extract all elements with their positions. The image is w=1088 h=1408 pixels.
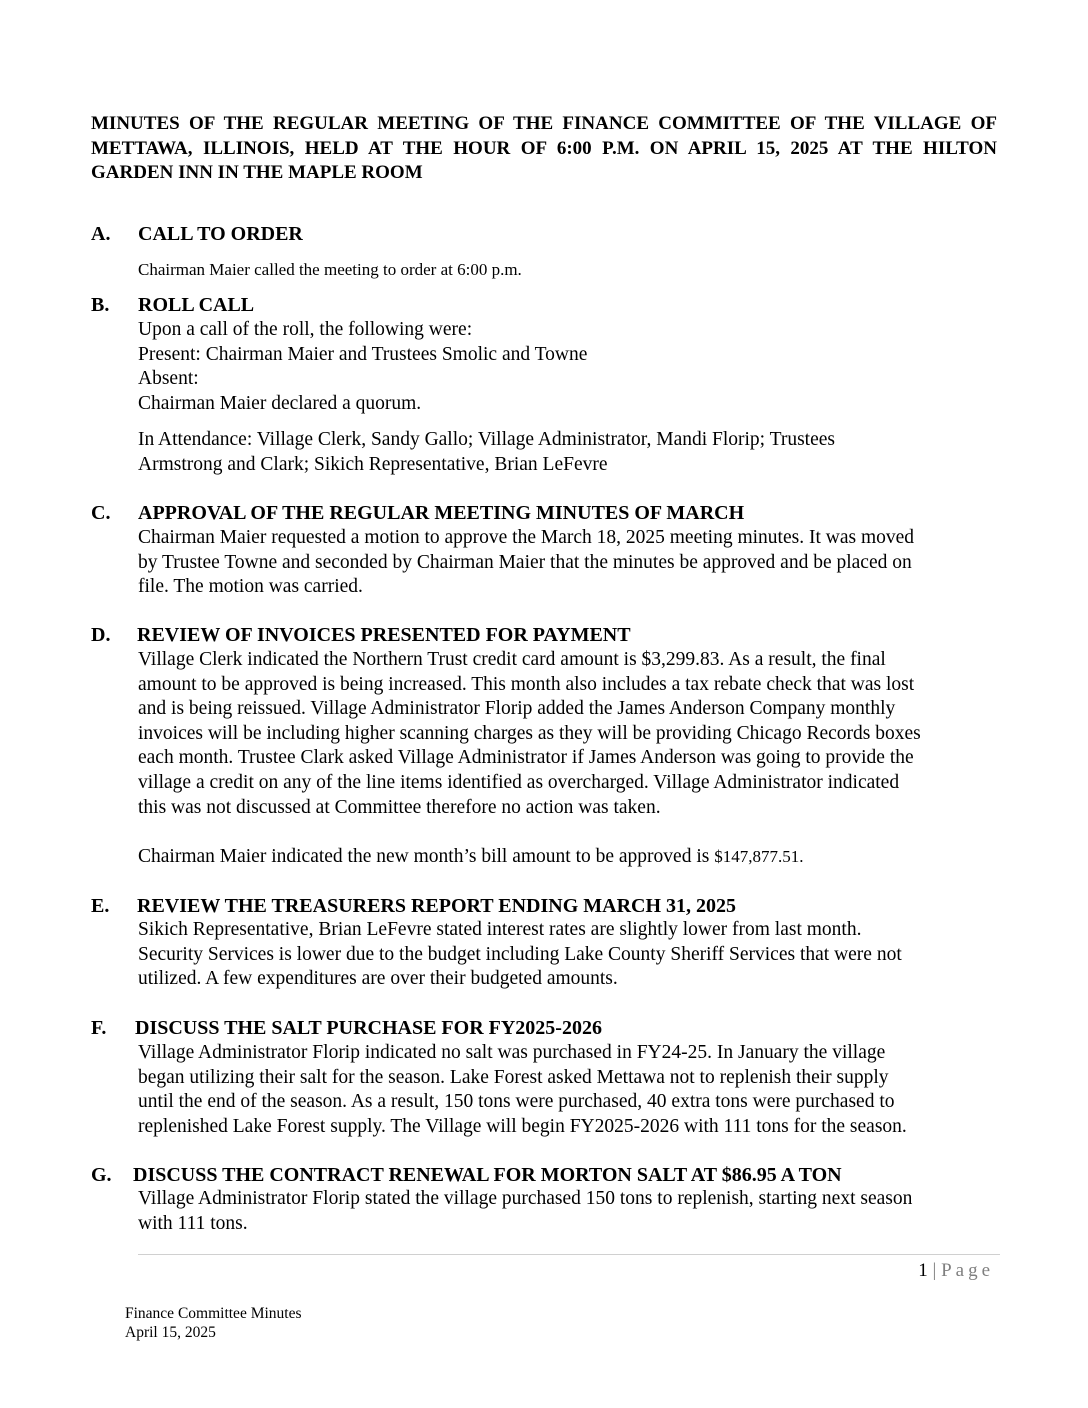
- section-c-letter: C.: [91, 502, 111, 524]
- section-c-title: APPROVAL OF THE REGULAR MEETING MINUTES OF MARCH: [138, 502, 745, 524]
- paragraph-line: file. The motion was carried.: [138, 576, 363, 598]
- page-separator: |: [927, 1260, 942, 1281]
- section-g-title: DISCUSS THE CONTRACT RENEWAL FOR MORTON SALT AT $86.95 A TON: [133, 1164, 842, 1186]
- present-line: Present: Chairman Maier and Trustees Smolic and Towne: [138, 343, 588, 365]
- section-b-body: [138, 318, 1000, 416]
- section-a-title: CALL TO ORDER: [138, 223, 303, 245]
- paragraph-line: this was not discussed at Committee therefore no action was taken.: [138, 796, 661, 818]
- paragraph-line: each month. Trustee Clark asked Village Administrator if James Anderson was going to provide the: [138, 747, 914, 769]
- section-c-body: [138, 526, 1000, 600]
- paragraph-line: utilized. A few expenditures are over their budgeted amounts.: [138, 968, 618, 990]
- section-f-title: DISCUSS THE SALT PURCHASE FOR FY2025-2026: [135, 1017, 602, 1039]
- footer-divider: [138, 1254, 1000, 1255]
- section-d-heading: [91, 623, 631, 647]
- section-b-heading: [91, 293, 254, 317]
- section-f-body: [138, 1041, 1000, 1139]
- paragraph-line: village a credit on any of the line items identified as overcharged. Village Administrator indicated: [138, 771, 900, 793]
- attendance-line: In Attendance: Village Clerk, Sandy Gallo; Village Administrator, Mandi Florip; Trustees: [138, 429, 836, 450]
- paragraph-line: invoices will be including higher scanning charges as they will be providing Chicago Records boxes: [138, 722, 921, 744]
- bill-amount-paragraph: [138, 845, 1000, 870]
- section-d-title: REVIEW OF INVOICES PRESENTED FOR PAYMENT: [137, 624, 631, 646]
- attendance-paragraph: [138, 428, 1000, 477]
- document-title: MINUTES OF THE REGULAR MEETING OF THE FINANCE COMMITTEE OF THE VILLAGE OF METTAWA, ILLINOIS, HELD AT THE HOUR OF 6:00 P.M. ON APRIL 15, 2025 AT THE HILTON GARDEN INN IN THE MAPLE ROOM: [91, 113, 997, 183]
- paragraph-line: and is being reissued. Village Administrator Florip added the James Anderson Company monthly: [138, 698, 896, 720]
- quorum-line: Chairman Maier declared a quorum.: [138, 392, 422, 414]
- paragraph-line: Village Administrator Florip stated the village purchased 150 tons to replenish, starting next season: [138, 1188, 913, 1209]
- paragraph-line: replenished Lake Forest supply. The Village will begin FY2025-2026 with 111 tons for the season.: [138, 1115, 907, 1137]
- page-word: Page: [941, 1260, 994, 1281]
- paragraph-line: with 111 tons.: [138, 1212, 248, 1234]
- paragraph-line: by Trustee Towne and seconded by Chairman Maier that the minutes be approved and be placed on: [138, 551, 912, 573]
- paragraph-line: began utilizing their salt for the season. Lake Forest asked Mettawa not to replenish their supply: [138, 1066, 889, 1088]
- paragraph-line: Chairman Maier requested a motion to approve the March 18, 2025 meeting minutes. It was moved: [138, 527, 915, 548]
- roll-call-line: Upon a call of the roll, the following were:: [138, 319, 473, 340]
- bill-amount: $147,877.51.: [714, 847, 804, 866]
- paragraph-line: amount to be approved is being increased. This month also includes a tax rebate check that was lost: [138, 673, 915, 695]
- attendance-line: Armstrong and Clark; Sikich Representative, Brian LeFevre: [138, 453, 608, 475]
- absent-line: Absent:: [138, 368, 199, 390]
- footer-meta: [125, 1304, 302, 1342]
- section-f-letter: F.: [91, 1017, 107, 1039]
- section-a-body: Chairman Maier called the meeting to order at 6:00 p.m.: [138, 260, 522, 279]
- section-e-heading: [91, 894, 736, 918]
- page-number-value: 1: [918, 1260, 928, 1281]
- footer-doc-title: Finance Committee Minutes: [125, 1305, 302, 1322]
- section-e-body: [138, 918, 1000, 992]
- section-b-letter: B.: [91, 294, 110, 316]
- paragraph-line: Village Clerk indicated the Northern Trust credit card amount is $3,299.83. As a result, the final: [138, 649, 886, 670]
- section-c-heading: [91, 501, 744, 525]
- section-a-heading: [91, 222, 303, 246]
- section-b-title: ROLL CALL: [138, 294, 255, 316]
- paragraph-line: Village Administrator Florip indicated no salt was purchased in FY24-25. In January the village: [138, 1042, 886, 1063]
- section-a-letter: A.: [91, 223, 111, 245]
- section-e-title: REVIEW THE TREASURERS REPORT ENDING MARCH 31, 2025: [137, 895, 737, 917]
- section-g-heading: [91, 1163, 842, 1187]
- bill-text: Chairman Maier indicated the new month’s bill amount to be approved is: [138, 846, 715, 867]
- section-d-letter: D.: [91, 624, 111, 646]
- footer-doc-date: April 15, 2025: [125, 1324, 216, 1341]
- section-e-letter: E.: [91, 895, 110, 917]
- section-f-heading: [91, 1016, 602, 1040]
- paragraph-line: Sikich Representative, Brian LeFevre stated interest rates are slightly lower from last month.: [138, 919, 862, 940]
- paragraph-line: until the end of the season. As a result, 150 tons were purchased, 40 extra tons were purchased to: [138, 1091, 895, 1113]
- section-g-body: [138, 1187, 1000, 1236]
- section-g-letter: G.: [91, 1164, 112, 1186]
- section-d-body: [138, 648, 1000, 820]
- page-number: [918, 1260, 994, 1282]
- paragraph-line: Security Services is lower due to the budget including Lake County Sheriff Services that were not: [138, 943, 902, 965]
